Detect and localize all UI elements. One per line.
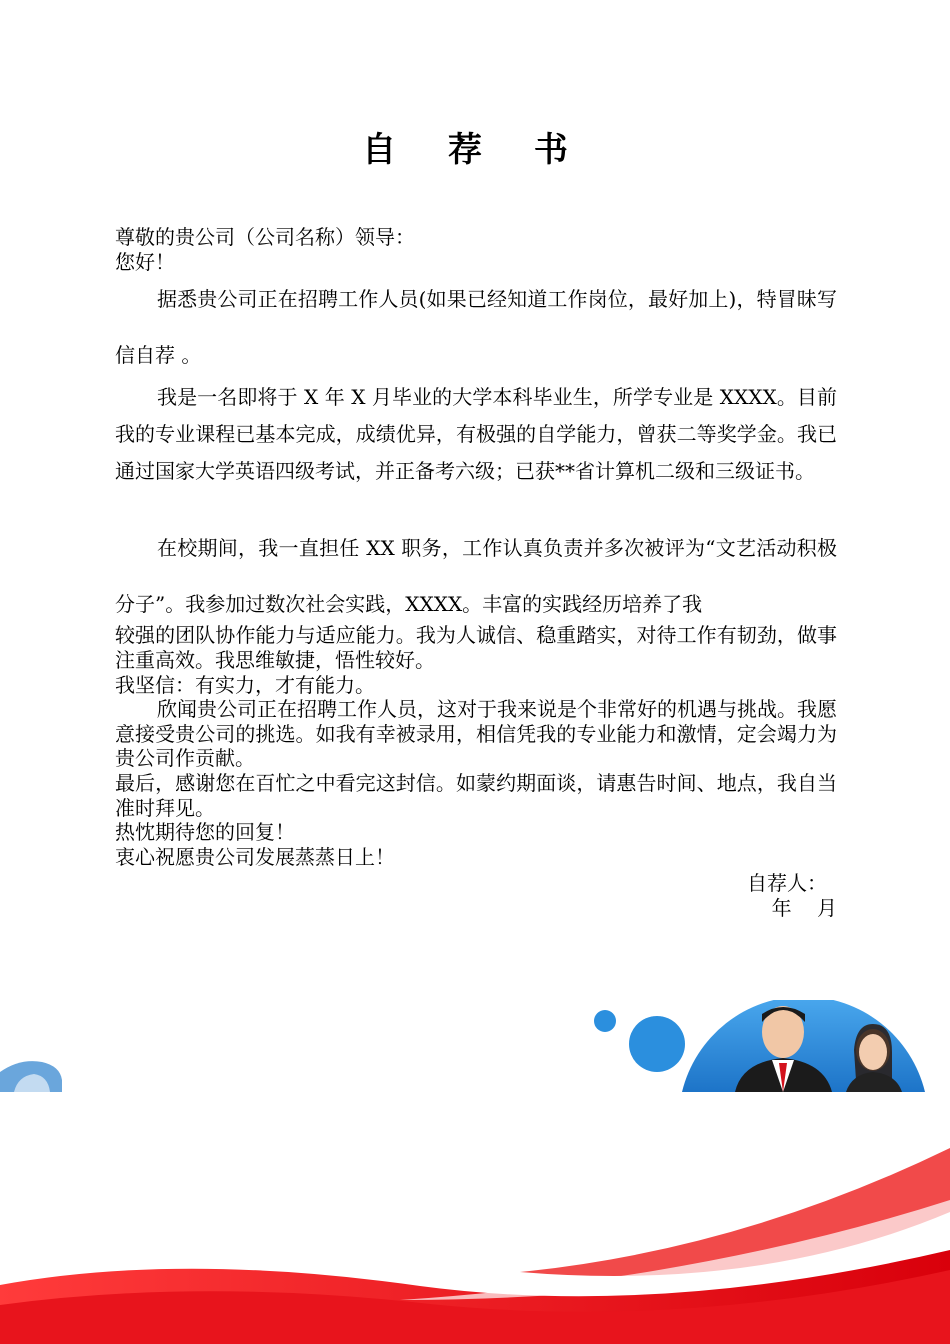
closing-line-1: 热忱期待您的回复！ xyxy=(115,820,295,844)
greeting: 您好！ xyxy=(115,250,175,274)
salutation: 尊敬的贵公司（公司名称）领导： xyxy=(115,225,415,249)
paragraph-campus: 在校期间，我一直担任 XX 职务，工作认真负责并多次被评为“文艺活动积极分子”。我参加过数次社会实践，XXXX。丰富的实践经历培养了我 xyxy=(115,536,837,616)
closing-line-2: 衷心祝愿贵公司发展蒸蒸日上！ xyxy=(115,845,395,869)
decorative-footer xyxy=(0,1000,950,1344)
document-title: 自 荐 书 xyxy=(362,130,588,170)
paragraph-closing: 最后，感谢您在百忙之中看完这封信。如蒙约期面谈，请惠告时间、地点，我自当准时拜见。 xyxy=(115,771,837,820)
paragraph-campus-cont: 较强的团队协作能力与适应能力。我为人诚信、稳重踏实，对待工作有韧劲，做事注重高效。我思维敏捷，悟性较好。 xyxy=(115,623,837,672)
belief-line: 我坚信：有实力，才有能力。 xyxy=(115,673,375,697)
people-photo xyxy=(682,1000,925,1092)
dot-small-icon xyxy=(594,1010,616,1032)
date-label: 年 月 xyxy=(771,896,837,920)
signer-label: 自荐人： xyxy=(747,871,827,895)
paragraph-education: 我是一名即将于 X 年 X 月毕业的大学本科毕业生，所学专业是 XXXX。目前我的专业课程已基本完成，成绩优异，有极强的自学能力，曾获二等奖学金。我已通过国家大学英语四级考试，并正备考六级；已获**省计算机二级和三级证书。 xyxy=(115,385,837,483)
dot-medium-icon xyxy=(629,1016,685,1072)
red-wave xyxy=(0,1148,950,1344)
paragraph-opportunity: 欣闻贵公司正在招聘工作人员，这对于我来说是个非常好的机遇与挑战。我愿意接受贵公司的挑选。如我有幸被录用，相信凭我的专业能力和激情，定会竭力为贵公司作贡献。 xyxy=(115,697,837,770)
paragraph-intro: 据悉贵公司正在招聘工作人员(如果已经知道工作岗位，最好加上)，特冒昧写信自荐 。 xyxy=(115,287,837,367)
